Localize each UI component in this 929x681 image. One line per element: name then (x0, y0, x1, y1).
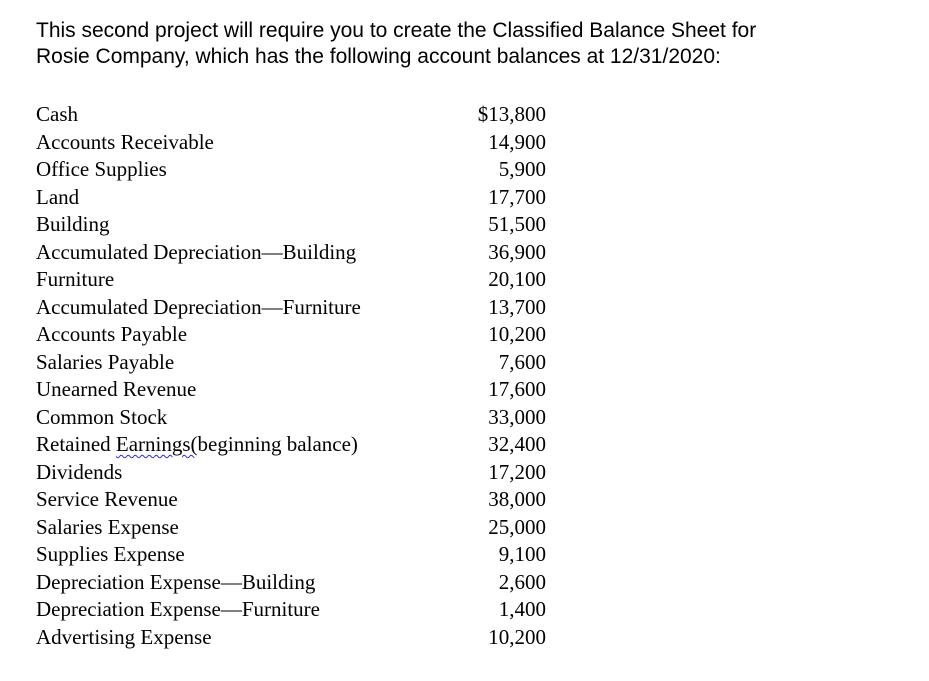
account-row-dividends (36, 459, 556, 487)
account-row-furniture (36, 266, 556, 294)
account-name-part: Retained (36, 432, 116, 456)
account-amount: 13,700 (488, 294, 546, 319)
account-amount: 2,600 (498, 569, 546, 594)
account-row-accounts-receivable (36, 129, 556, 157)
account-name: Dividends (36, 459, 123, 484)
account-row-depr-expense-building (36, 569, 556, 597)
intro-line-2: Rosie Company, which has the following account balances at 12/31/2020: (36, 45, 721, 68)
account-name: Salaries Payable (36, 349, 175, 374)
account-amount: 32,400 (488, 432, 546, 456)
account-name: Land (36, 184, 80, 209)
account-amount: 36,900 (488, 239, 546, 264)
account-amount: 17,700 (488, 184, 546, 209)
account-amount: 25,000 (488, 514, 546, 539)
account-row-accum-depr-furniture (36, 294, 556, 322)
account-name: Building (36, 212, 110, 236)
account-amount: 51,500 (488, 212, 546, 236)
account-row-unearned-revenue (36, 376, 556, 404)
account-amount: 5,900 (498, 157, 546, 181)
account-amount: 10,200 (488, 624, 546, 649)
account-row-service-revenue (36, 486, 556, 514)
account-name: Unearned Revenue (36, 377, 197, 401)
account-name: Salaries Expense (36, 514, 179, 539)
account-row-cash (36, 101, 556, 129)
account-name-part: beginning balance) (197, 432, 358, 456)
intro-line-1: This second project will require you to create the Classified Balance Sheet for (36, 19, 757, 42)
account-amount: 10,200 (488, 322, 546, 346)
account-balances-list (36, 101, 556, 651)
account-name (36, 431, 358, 459)
account-row-office-supplies (36, 156, 556, 184)
account-row-retained-earnings (36, 431, 556, 459)
account-name: Supplies Expense (36, 542, 185, 566)
account-name: Accumulated Depreciation—Building (36, 239, 357, 264)
account-amount: 1,400 (498, 597, 546, 621)
account-amount: 38,000 (488, 487, 546, 511)
account-name: Furniture (36, 267, 115, 291)
account-amount: 14,900 (488, 129, 546, 154)
account-row-common-stock (36, 404, 556, 432)
account-name: Accumulated Depreciation—Furniture (36, 294, 361, 319)
account-row-salaries-expense (36, 514, 556, 542)
account-row-land (36, 184, 556, 212)
account-name: Office Supplies (36, 157, 167, 181)
account-name: Cash (36, 102, 78, 126)
account-row-supplies-expense (36, 541, 556, 569)
account-name: Depreciation Expense—Building (36, 569, 316, 594)
account-amount: 33,000 (488, 404, 546, 429)
account-amount: 7,600 (498, 349, 546, 374)
account-name: Depreciation Expense—Furniture (36, 597, 320, 621)
account-name: Accounts Payable (36, 322, 188, 346)
account-amount: $13,800 (477, 102, 546, 126)
account-name: Service Revenue (36, 487, 178, 511)
account-name: Advertising Expense (36, 624, 212, 649)
account-amount: 20,100 (488, 267, 546, 291)
account-row-salaries-payable (36, 349, 556, 377)
account-amount: 9,100 (498, 542, 546, 566)
account-row-building (36, 211, 556, 239)
account-row-depr-expense-furniture (36, 596, 556, 624)
account-row-advertising-expense (36, 624, 556, 652)
account-amount: 17,200 (488, 459, 546, 484)
account-row-accounts-payable (36, 321, 556, 349)
account-name: Accounts Receivable (36, 129, 214, 154)
account-amount: 17,600 (488, 377, 546, 401)
account-row-accum-depr-building (36, 239, 556, 267)
spellcheck-flagged-word: Earnings( (115, 432, 198, 456)
intro-paragraph (36, 18, 906, 70)
account-name: Common Stock (36, 404, 168, 429)
